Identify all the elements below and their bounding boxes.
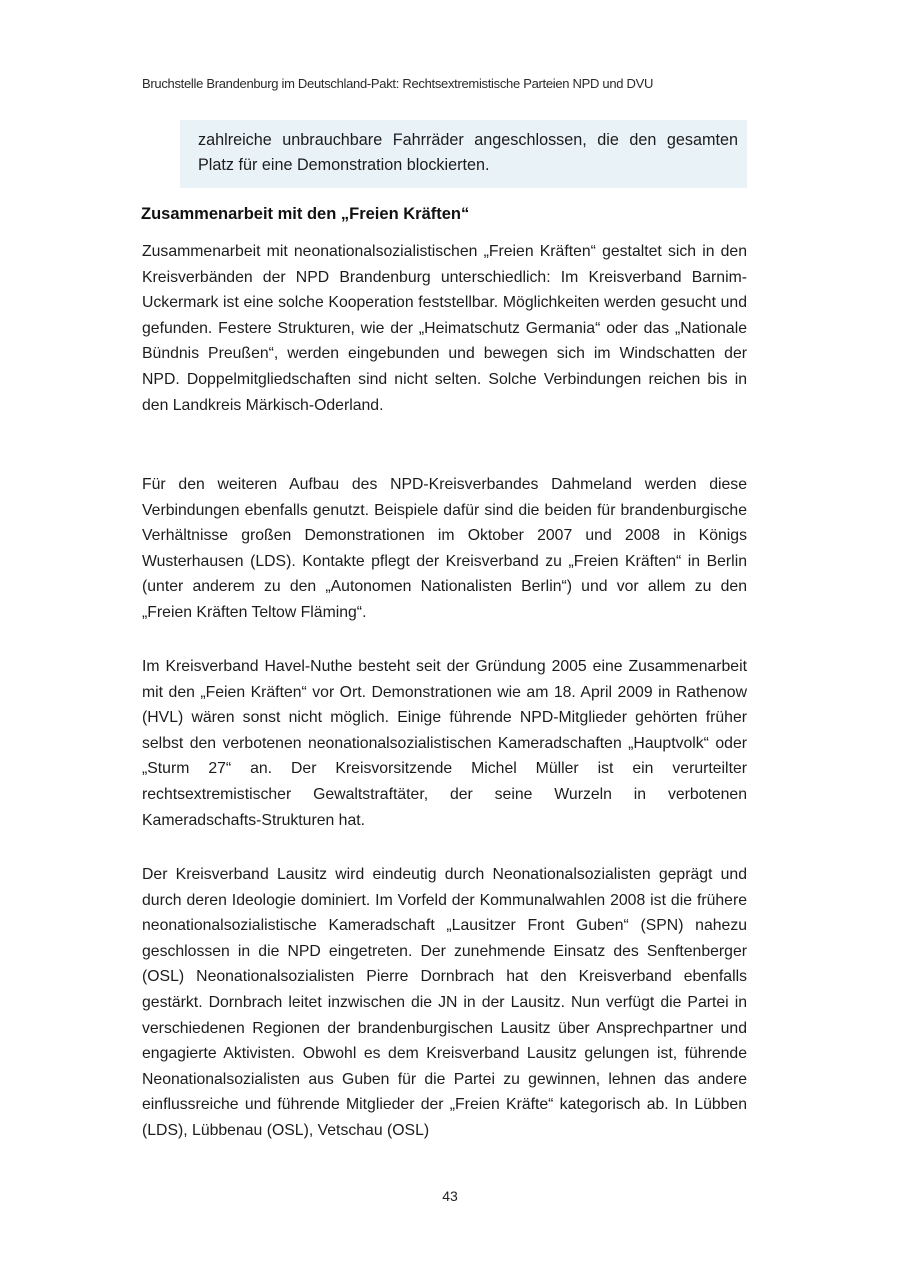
paragraph-kooperation-barnim: Zusammenarbeit mit neonationalsozialistischen „Freien Kräften“ gestaltet sich in den Kreisverbänden der NPD Brandenburg unterschiedlich: Im Kreisverband Barnim-Uckermark ist eine solche Kooperation feststellbar. Möglichkeiten werden gesucht und gefunden. Festere Strukturen, wie der „Heimatschutz Germania“ oder das „Nationale Bündnis Preußen“, werden eingebunden und bewegen sich im Windschatten der NPD. Doppelmitgliedschaften sind nicht selten. Solche Verbindungen reichen bis in den Landkreis Märkisch-Oderland. xyxy=(142,243,747,414)
paragraph-havel-nuthe: Im Kreisverband Havel-Nuthe besteht seit der Gründung 2005 eine Zusammenarbeit mit den „Feien Kräften“ vor Ort. Demonstrationen wie am 18. April 2009 in Rathenow (HVL) wären sonst nicht möglich. Einige führende NPD-Mitglieder gehörten früher selbst den verbotenen neonationalsozialistischen Kameradschaften „Hauptvolk“ oder „Sturm 27“ an. Der Kreisvorsitzende Michel Müller ist ein verurteilter rechtsextremistischer Gewaltstraftäter, der seine Wurzeln in verbotenen Kameradschafts-Strukturen hat. xyxy=(142,658,747,829)
paragraph-lausitz: Der Kreisverband Lausitz wird eindeutig durch Neonationalsozialisten geprägt und durch deren Ideologie dominiert. Im Vorfeld der Kommunalwahlen 2008 ist die frühere neonationalsozialistische Kameradschaft „Lausitzer Front Guben“ (SPN) nahezu geschlossen in die NPD eingetreten. Der zunehmende Einsatz des Senftenberger (OSL) Neonationalsozialisten Pierre Dornbrach hat den Kreisverband ebenfalls gestärkt. Dornbrach leitet inzwischen die JN in der Lausitz. Nun verfügt die Partei in verschiedenen Regionen der brandenburgischen Lausitz über Ansprechpartner und engagierte Aktivisten. Obwohl es dem Kreisverband Lausitz gelungen ist, führende Neonationalsozialisten aus Guben für die Partei zu gewinnen, lehnen das andere einflussreiche und führende Mitglieder der „Freien Kräfte“ kategorisch ab. In Lübben (LDS), Lübbenau (OSL), Vetschau (OSL) xyxy=(142,866,747,1139)
paragraph-dahmeland: Für den weiteren Aufbau des NPD-Kreisverbandes Dahmeland werden diese Verbindungen ebenfalls genutzt. Beispiele dafür sind die beiden für brandenburgische Verhältnisse großen Demonstrationen im Oktober 2007 und 2008 in Königs Wusterhausen (LDS). Kontakte pflegt der Kreisverband zu „Freien Kräften“ in Berlin (unter anderem zu den „Autonomen Nationalisten Berlin“) und vor allem zu den „Freien Kräften Teltow Fläming“. xyxy=(142,476,747,621)
section-heading: Zusammenarbeit mit den „Freien Kräften“ xyxy=(141,205,470,223)
highlight-text: zahlreiche unbrauchbare Fahrräder angeschlossen, die den gesamten Platz für eine Demonstration blockierten. xyxy=(198,131,738,174)
running-header: Bruchstelle Brandenburg im Deutschland-Pakt: Rechtsextremistische Parteien NPD und DVU xyxy=(142,76,654,91)
page-number: 43 xyxy=(442,1188,458,1204)
